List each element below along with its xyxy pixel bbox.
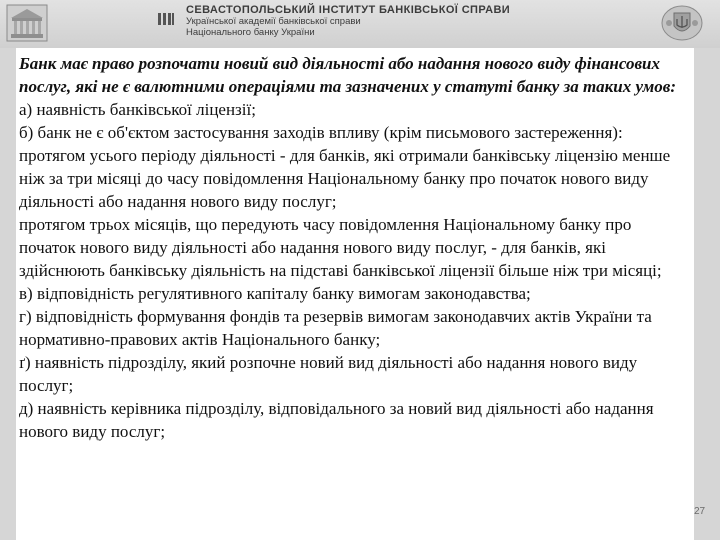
- condition-h: г) відповідність формування фондів та резервів вимогам законодавчих актів України та нормативно-правових актів Національного банку;: [19, 307, 652, 349]
- text-body: [19, 52, 689, 443]
- institute-emblem-icon: [158, 12, 174, 26]
- condition-d: д) наявність керівника підрозділу, відповідального за новий вид діяльності або надання нового виду послуг;: [19, 399, 654, 441]
- coat-of-arms-logo: [660, 4, 704, 42]
- page-number: 27: [694, 506, 706, 517]
- condition-v: в) відповідність регулятивного капіталу банку вимогам законодавства;: [19, 284, 531, 303]
- institute-subtitle-line-2: Національного банку України: [186, 27, 315, 38]
- institute-building-logo: [6, 4, 48, 42]
- institute-subtitle-line-1: Української академії банківської справи: [186, 16, 361, 27]
- institute-title: СЕВАСТОПОЛЬСЬКИЙ ІНСТИТУТ БАНКІВСЬКОЇ СПРАВИ: [186, 4, 511, 16]
- slide-content: [16, 48, 694, 540]
- intro-paragraph: Банк має право розпочати новий вид діяльності або надання нового виду фінансових послуг, які не є валютними операціями та зазначених у статуті банку за таких умов:: [19, 54, 677, 96]
- slide-header: [0, 0, 720, 48]
- condition-b-period-new-banks: протягом усього періоду діяльності - для банків, які отримали банківську ліцензію менше ніж за три місяці до часу повідомлення Національному банку про початок нового виду діяльності або надання нового виду послуг;: [19, 146, 671, 211]
- condition-g: ґ) наявність підрозділу, який розпочне новий вид діяльності або надання нового виду послуг;: [19, 353, 638, 395]
- institute-name-block: [186, 4, 566, 38]
- condition-a: а) наявність банківської ліцензії;: [19, 100, 256, 119]
- condition-b: б) банк не є об'єктом застосування заходів впливу (крім письмового застереження):: [19, 123, 623, 142]
- condition-b-period-existing-banks: протягом трьох місяців, що передують часу повідомлення Національному банку про початок нового виду діяльності або надання нового виду послуг, - для банків, які здійснюють банківську діяльність на підставі банківської ліцензії більше ніж три місяці;: [19, 215, 662, 280]
